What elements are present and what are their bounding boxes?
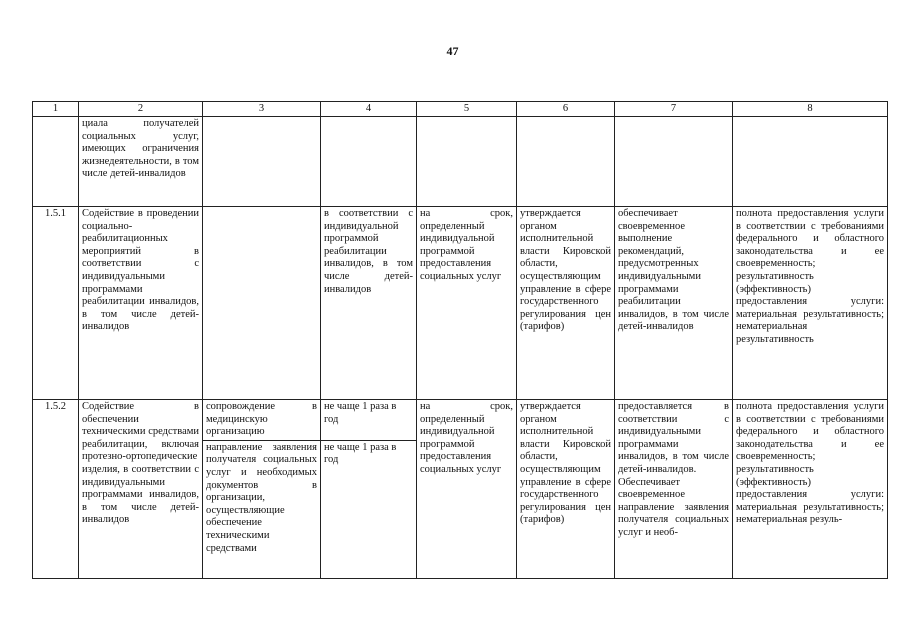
- service-conditions-cell: [615, 117, 733, 207]
- service-content-cell: [203, 207, 321, 400]
- column-header: 7: [615, 102, 733, 117]
- row-number: 1.5.2: [33, 400, 79, 579]
- service-tariff-cell: утверждается органом исполнительной власти Кировской области, осуществляющим управление в сфере государственного регулирования цен (тарифов): [517, 400, 615, 579]
- service-content-cell: направление заявления получателя социальных услуг и необходимых документов в организации, осуществляющие обеспечение техническими средствами: [203, 440, 321, 578]
- row-number: 1.5.1: [33, 207, 79, 400]
- service-frequency-cell: [321, 117, 417, 207]
- service-name-cell: Содействие в проведении социально-реабилитационных мероприятий в соответствии с индивидуальными программами реабилитации инвалидов, в том числе детей-инвалидов: [79, 207, 203, 400]
- service-quality-cell: полнота предоставления услуги в соответствии с требованиями федерального и областного законодательства и ее своевременность; результативность (эффективность) предоставления услуги: материальная результативность; нематериальная резуль-: [733, 400, 888, 579]
- services-table: [32, 101, 888, 579]
- table-row: [33, 207, 888, 400]
- column-header: 3: [203, 102, 321, 117]
- service-frequency-cell: в соответствии с индивидуальной программой реабилитации инвалидов, в том числе детей-инвалидов: [321, 207, 417, 400]
- service-content-cell: [203, 117, 321, 207]
- column-header: 5: [417, 102, 517, 117]
- column-header: 8: [733, 102, 888, 117]
- service-tariff-cell: утверждается органом исполнительной власти Кировской области, осуществляющим управление в сфере государственного регулирования цен (тарифов): [517, 207, 615, 400]
- column-header: 4: [321, 102, 417, 117]
- column-header: 1: [33, 102, 79, 117]
- table-row: [33, 400, 888, 441]
- table-header-row: [33, 102, 888, 117]
- service-conditions-cell: обеспечивает своевременное выполнение рекомендаций, предусмотренных индивидуальными программами реабилитации инвалидов, в том числе детей-инвалидов: [615, 207, 733, 400]
- service-name-cell: циала получателей социальных услуг, имеющих ограничения жизнедеятельности, в том числе детей-инвалидов: [79, 117, 203, 207]
- service-frequency-cell: не чаще 1 раза в год: [321, 440, 417, 578]
- service-content-cell: сопровождение в медицинскую организацию: [203, 400, 321, 441]
- service-quality-cell: [733, 117, 888, 207]
- service-conditions-cell: предоставляется в соответствии с индивидуальными программами инвалидов, в том числе детей-инвалидов. Обеспечивает своевременное направление заявления получателя социальных услуг и необ-: [615, 400, 733, 579]
- service-frequency-cell: не чаще 1 раза в год: [321, 400, 417, 441]
- service-quality-cell: полнота предоставления услуги в соответствии с требованиями федерального и областного законодательства и ее своевременность; результативность (эффективность) предоставления услуги: материальная результативность; нематериальная результативность: [733, 207, 888, 400]
- column-header: 2: [79, 102, 203, 117]
- service-term-cell: на срок, определенный индивидуальной программой предоставления социальных услуг: [417, 207, 517, 400]
- service-term-cell: на срок, определенный индивидуальной программой предоставления социальных услуг: [417, 400, 517, 579]
- column-header: 6: [517, 102, 615, 117]
- table-row: [33, 117, 888, 207]
- service-tariff-cell: [517, 117, 615, 207]
- page-number: 47: [446, 44, 459, 58]
- service-name-cell: Содействие в обеспечении техническими средствами реабилитации, включая протезно-ортопедические изделия, в соответствии с индивидуальными программами инвалидов, в том числе детей-инвалидов: [79, 400, 203, 579]
- service-term-cell: [417, 117, 517, 207]
- row-number: [33, 117, 79, 207]
